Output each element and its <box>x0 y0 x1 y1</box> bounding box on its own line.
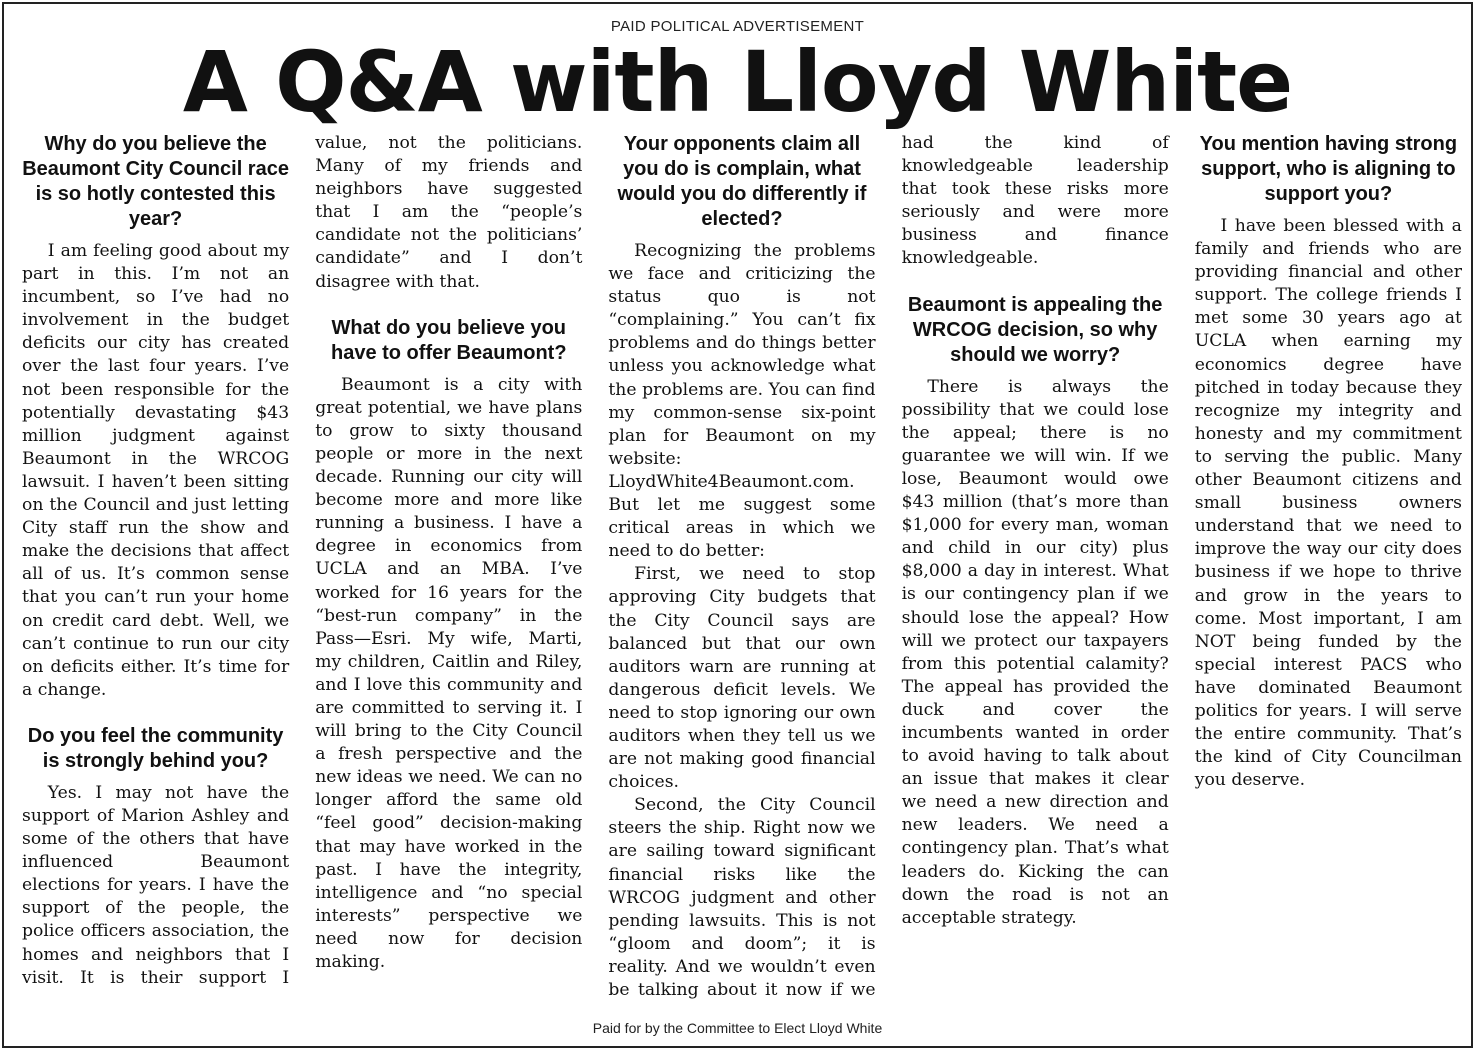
question-heading: Do you feel the community is strongly behind you? <box>27 724 284 772</box>
page-title: A Q&A with Lloyd White <box>182 33 1293 131</box>
question-heading: What do you believe you have to offer Beaumont? <box>330 316 567 364</box>
advertisement-page <box>2 2 1473 1048</box>
answer-paragraph: I have been blessed with a family and friends who are providing financial and other support. The college friends I met some 30 years ago at UCLA when earning my economics degree have pitched in today because they recognize my integrity and honesty and my commitment to serving the public. Many other Beaumont citizens and small business owners understand that we need to improve the way our city does business if we hope to thrive and grow in the years to come. Most important, I am NOT being funded by the special interest PACS who have dominated Beaumont politics for years. I will serve the entire community. That’s the kind of City Councilman you deserve. <box>1194 216 1462 791</box>
answer-paragraph: Second, the City Council steers the ship. Right now we are sailing toward significant financial risks like the WRCOG judgment and other pending lawsuits. This is not “gloom and doom”; it is reality. And we wouldn’t even be talking about it now if we had the kind of knowledgeable leadership that took these risks more seriously and were more business and finance knowledgeable. <box>608 133 1169 1000</box>
ad-kicker: PAID POLITICAL ADVERTISEMENT <box>610 18 865 35</box>
answer-paragraph: Beaumont is a city with great potential, we have plans to grow to sixty thousand people or more in the next decade. Running our city will become more and more like running a business. I have a degree in economics from UCLA and an MBA. I’ve worked for 16 years for the “best-run company” in the Pass—Esri. My wife, Marti, my children, Caitlin and Riley, and I love this community and are committed to serving it. I will bring to the City Council a fresh perspective and the new ideas we need. We can no longer afford the same old “feel good” decision-making that may have worked in the past. I have the integrity, intelligence and “no special interests” perspective we need now for decision making. <box>315 374 583 972</box>
paid-for-disclaimer: Paid for by the Committee to Elect Lloyd White <box>592 1020 883 1036</box>
answer-paragraph: I am feeling good about my part in this. I’m not an incumbent, so I’ve had no involvement in the budget deficits our city has created over the last four years. I’ve not been responsible for the potentially devastating $43 million judgment against Beaumont in the WRCOG lawsuit. I haven’t been sitting on the Council and just letting City staff run the show and make the decisions that affect all of us. It’s common sense that you can’t run your home on credit card debt. Well, we can’t continue to run our city on deficits either. It’s time for a change. <box>22 241 290 700</box>
answer-paragraph: There is always the possibility that we could lose the appeal; there is no guarantee we will win. If we lose, Beaumont would owe $43 million (that’s more than $1,000 for every man, woman and child in our city) plus $8,000 a day in interest. What is our contingency plan if we should lose the appeal? How will we protect our taxpayers from this potential calamity? The appeal has provided the duck and cover the incumbents wanted in order to avoid having to talk about an issue that makes it clear we need a new direction and new leaders. We need a contingency plan. That’s what leaders do. Kicking the can down the road is not an acceptable strategy. <box>901 376 1169 928</box>
question-heading: Why do you believe the Beaumont City Council race is so hotly contested this year? <box>22 133 289 230</box>
answer-paragraph: Recognizing the problems we face and criticizing the status quo is not “complaining.” You can’t fix problems and do things better unless you acknowledge what the problems are. You can find my common-sense six-point plan for Beaumont on my website: LloydWhite4Beaumont.com. But let me suggest some critical areas in which we need to do better: <box>608 241 876 562</box>
question-heading: Beaumont is appealing the WRCOG decision, so why should we worry? <box>907 293 1163 366</box>
answer-paragraph: First, we need to stop approving City budgets that the City Council says are balanced but that our own auditors warn are running at dangerous deficit levels. We need to stop ignoring our own auditors when they tell us we are not making good financial choices. <box>608 564 876 793</box>
answer-paragraph: Yes. I may not have the support of Marion Ashley and some of the others that have influenced Beaumont elections for years. I have the support of the people, the police officers association, the homes and neighbors that I visit. It is their support I value, not the politicians. Many of my friends and neighbors have suggested that I am the “people’s candidate not the politicians’ candidate” and I don’t disagree with that. <box>22 133 583 988</box>
article-columns <box>22 132 1462 1008</box>
question-heading: You mention having strong support, who is aligning to support you? <box>1199 133 1458 205</box>
question-heading: Your opponents claim all you do is complain, what would you do differently if elected? <box>617 133 867 230</box>
